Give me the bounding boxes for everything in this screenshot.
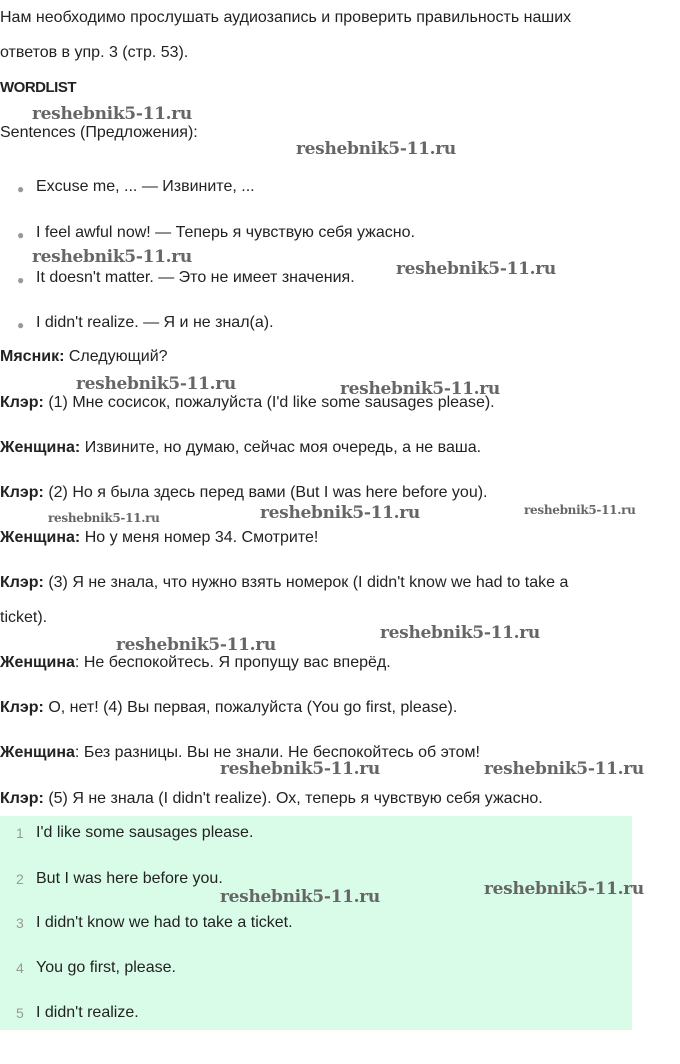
- answer-number: 1: [16, 825, 24, 841]
- list-item: It doesn't matter. — Это не имеет значения.: [36, 269, 355, 286]
- line-text: (1) Мне сосисок, пожалуйста (I'd like some sausages please).: [43, 394, 495, 411]
- watermark: reshebnik5-11.ru: [484, 879, 644, 899]
- watermark: reshebnik5-11.ru: [76, 374, 236, 394]
- speaker: Женщина: [0, 744, 75, 761]
- watermark: reshebnik5-11.ru: [220, 759, 380, 779]
- intro-line-2: ответов в упр. 3 (стр. 53).: [0, 44, 189, 61]
- speaker: Мясник:: [0, 348, 65, 365]
- line-text: О, нет! (4) Вы первая, пожалуйста (You go first, please).: [43, 699, 458, 716]
- dialogue-line: [0, 483, 488, 503]
- list-item: I feel awful now! — Теперь я чувствую себя ужасно.: [36, 224, 415, 241]
- line-text: (3) Я не знала, что нужно взять номерок (I didn't know we had to take a: [43, 574, 569, 591]
- dialogue-line: [0, 347, 168, 367]
- watermark: reshebnik5-11.ru: [524, 503, 636, 517]
- watermark: reshebnik5-11.ru: [48, 511, 160, 525]
- dialogue-line: [0, 698, 457, 718]
- dialogue-line: [0, 438, 481, 458]
- dialogue-line: [0, 789, 543, 809]
- watermark: reshebnik5-11.ru: [340, 379, 500, 399]
- speaker: Клэр:: [0, 699, 44, 716]
- answer-item: You go first, please.: [36, 959, 176, 976]
- answer-item: But I was here before you.: [36, 870, 223, 887]
- dialogue-line: [0, 653, 391, 673]
- speaker: Клэр:: [0, 574, 44, 591]
- answer-number: 2: [16, 871, 24, 887]
- speaker: Клэр:: [0, 484, 44, 501]
- speaker: Женщина:: [0, 439, 81, 456]
- watermark: reshebnik5-11.ru: [116, 635, 276, 655]
- watermark: reshebnik5-11.ru: [380, 623, 540, 643]
- list-item: Excuse me, ... — Извините, ...: [36, 178, 255, 195]
- watermark: reshebnik5-11.ru: [32, 247, 192, 267]
- watermark: reshebnik5-11.ru: [32, 104, 192, 124]
- bullet-icon: ●: [17, 273, 25, 287]
- answer-number: 3: [16, 915, 24, 931]
- answer-number: 5: [16, 1005, 24, 1021]
- line-text: : Не беспокойтесь. Я пропущу вас вперёд.: [74, 654, 391, 671]
- watermark: reshebnik5-11.ru: [260, 503, 420, 523]
- bullet-icon: ●: [17, 318, 25, 332]
- watermark: reshebnik5-11.ru: [220, 887, 380, 907]
- speaker: Женщина: [0, 654, 75, 671]
- line-text: (5) Я не знала (I didn't realize). Ох, теперь я чувствую себя ужасно.: [43, 790, 543, 807]
- line-text: : Без разницы. Вы не знали. Не беспокойтесь об этом!: [74, 744, 480, 761]
- answer-number: 4: [16, 960, 24, 976]
- watermark: reshebnik5-11.ru: [396, 259, 556, 279]
- dialogue-line-cont: ticket).: [0, 609, 48, 626]
- line-text: Следующий?: [64, 348, 168, 365]
- sentences-title: Sentences (Предложения):: [0, 124, 198, 141]
- answer-item: I'd like some sausages please.: [36, 824, 254, 841]
- answer-item: I didn't realize.: [36, 1004, 139, 1021]
- speaker: Клэр:: [0, 394, 44, 411]
- watermark: reshebnik5-11.ru: [484, 759, 644, 779]
- answer-item: I didn't know we had to take a ticket.: [36, 914, 293, 931]
- wordlist-title: WORDLIST: [0, 79, 76, 96]
- speaker: Клэр:: [0, 790, 44, 807]
- dialogue-line: [0, 573, 568, 593]
- line-text: Но у меня номер 34. Смотрите!: [80, 529, 319, 546]
- line-text: (2) Но я была здесь перед вами (But I was here before you).: [43, 484, 488, 501]
- bullet-icon: ●: [17, 228, 25, 242]
- dialogue-line: [0, 528, 318, 548]
- speaker: Женщина:: [0, 529, 81, 546]
- list-item: I didn't realize. — Я и не знал(а).: [36, 314, 274, 331]
- line-text: Извините, но думаю, сейчас моя очередь, а не ваша.: [80, 439, 482, 456]
- intro-line-1: Нам необходимо прослушать аудиозапись и проверить правильность наших: [0, 9, 572, 26]
- watermark: reshebnik5-11.ru: [296, 139, 456, 159]
- bullet-icon: ●: [17, 182, 25, 196]
